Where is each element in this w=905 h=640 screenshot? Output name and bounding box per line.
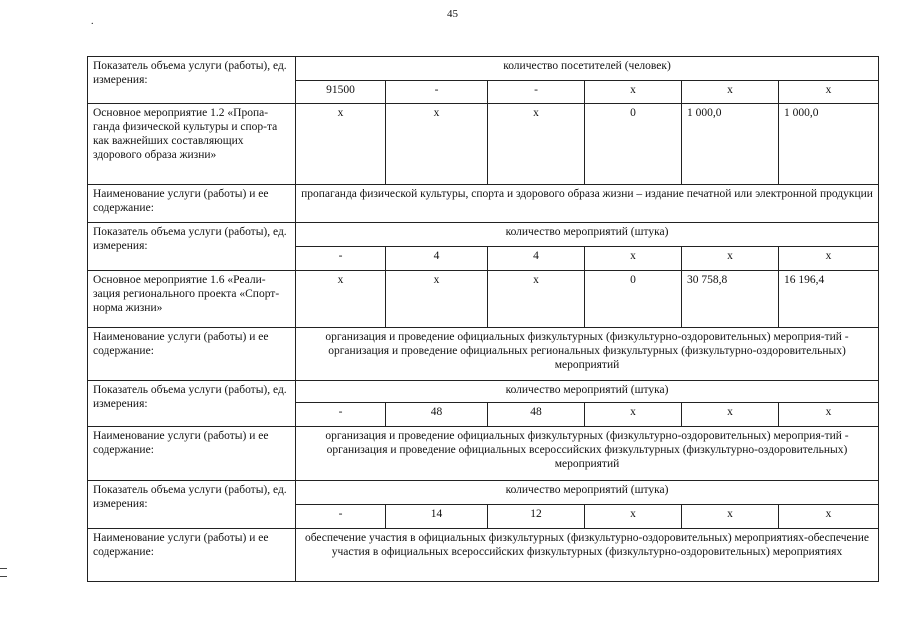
table-cell: 0 <box>585 104 682 185</box>
indicator-label: Показатель объема услуги (работы), ед. измерения: <box>88 381 296 427</box>
service-label: Наименование услуги (работы) и ее содержание: <box>88 427 296 481</box>
services-table <box>87 56 879 582</box>
table-cell: 1 000,0 <box>779 104 879 185</box>
event-label: Основное мероприятие 1.2 «Пропа-ганда физической культуры и спор-та как важнейших составляющих здорового образа жизни» <box>88 104 296 185</box>
table-cell: x <box>296 271 386 328</box>
table-cell: x <box>386 104 488 185</box>
indicator-label: Показатель объема услуги (работы), ед. измерения: <box>88 223 296 271</box>
service-label: Наименование услуги (работы) и ее содержание: <box>88 185 296 223</box>
event-label: Основное мероприятие 1.6 «Реали-зация регионального проекта «Спорт-норма жизни» <box>88 271 296 328</box>
table-cell: x <box>779 81 879 104</box>
table-cell: 16 196,4 <box>779 271 879 328</box>
table-cell: x <box>682 81 779 104</box>
table-cell: x <box>585 81 682 104</box>
table-cell: x <box>682 505 779 529</box>
indicator-unit: количество мероприятий (штука) <box>296 381 879 403</box>
table-cell: 48 <box>386 403 488 427</box>
table-cell: - <box>386 81 488 104</box>
table-cell: x <box>779 505 879 529</box>
table-cell: 4 <box>386 247 488 271</box>
indicator-unit: количество посетителей (человек) <box>296 57 879 81</box>
service-label: Наименование услуги (работы) и ее содержание: <box>88 529 296 582</box>
table-cell: 4 <box>488 247 585 271</box>
indicator-label: Показатель объема услуги (работы), ед. измерения: <box>88 57 296 104</box>
table-cell: 0 <box>585 271 682 328</box>
table-cell: x <box>386 271 488 328</box>
table-cell: x <box>488 104 585 185</box>
table-cell: - <box>296 505 386 529</box>
scan-dot: . <box>91 16 94 27</box>
table-cell: x <box>585 247 682 271</box>
indicator-unit: количество мероприятий (штука) <box>296 481 879 505</box>
table-cell: x <box>585 505 682 529</box>
service-description: организация и проведение официальных физкультурных (физкультурно-оздоровительных) мероприя-тий - организация и проведение официальных всероссийских физкультурных (физкультурно-оздоровительных) мероприятий <box>296 427 879 481</box>
table-cell: 91500 <box>296 81 386 104</box>
margin-mark <box>0 576 7 577</box>
indicator-unit: количество мероприятий (штука) <box>296 223 879 247</box>
margin-mark <box>0 568 7 569</box>
service-label: Наименование услуги (работы) и ее содержание: <box>88 328 296 381</box>
service-description: организация и проведение официальных физкультурных (физкультурно-оздоровительных) мероприя-тий - организация и проведение официальных региональных физкультурных (физкультурно-оздоровительных) мероприятий <box>296 328 879 381</box>
table-cell: x <box>682 247 779 271</box>
service-description: обеспечение участия в официальных физкультурных (физкультурно-оздоровительных) мероприятиях-обеспечение участия в официальных всероссийских физкультурных (физкультурно-оздоровительных) мероприятиях <box>296 529 879 582</box>
service-description: пропаганда физической культуры, спорта и здорового образа жизни – издание печатной или электронной продукции <box>296 185 879 223</box>
page-number: 45 <box>447 8 458 20</box>
table-cell: 30 758,8 <box>682 271 779 328</box>
table-cell: x <box>779 403 879 427</box>
table-cell: x <box>779 247 879 271</box>
table-cell: 48 <box>488 403 585 427</box>
table-cell: - <box>296 403 386 427</box>
table-cell: x <box>682 403 779 427</box>
table-cell: x <box>488 271 585 328</box>
table-cell: x <box>585 403 682 427</box>
table-cell: - <box>296 247 386 271</box>
table-cell: 12 <box>488 505 585 529</box>
table-cell: 14 <box>386 505 488 529</box>
table-cell: 1 000,0 <box>682 104 779 185</box>
indicator-label: Показатель объема услуги (работы), ед. измерения: <box>88 481 296 529</box>
table-cell: - <box>488 81 585 104</box>
table-cell: x <box>296 104 386 185</box>
